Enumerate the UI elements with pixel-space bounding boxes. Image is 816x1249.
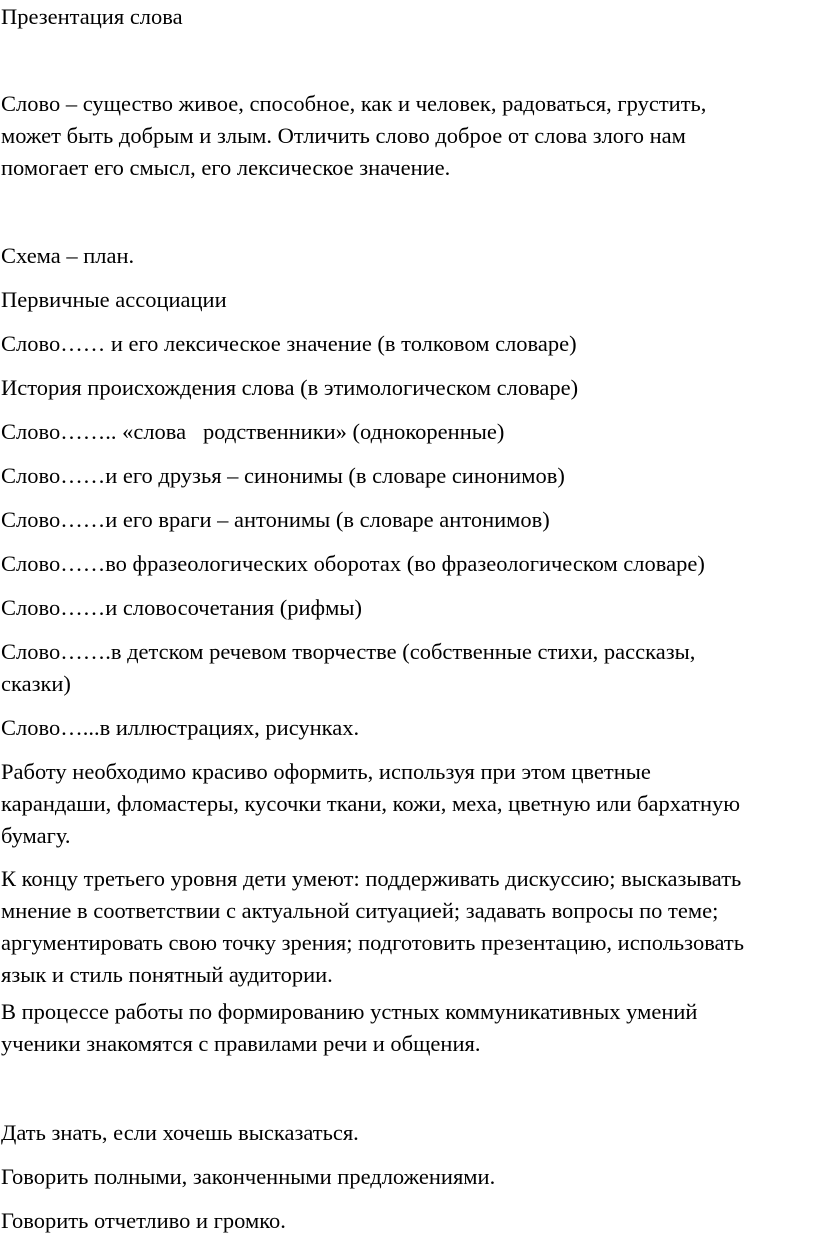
intro-line-2: может быть добрым и злым. Отличить слово доброе от слова злого нам [1, 123, 686, 148]
plan-item: История происхождения слова (в этимологическом словаре) [1, 375, 579, 400]
process-note-line-2: ученики знакомятся с правилами речи и общения. [1, 1031, 481, 1056]
process-note-line-1: В процессе работы по формированию устных коммуникативных умений [1, 999, 698, 1024]
design-note-line-2: карандаши, фломастеры, кусочки ткани, кожи, меха, цветную или бархатную [1, 791, 741, 816]
rule-item: Дать знать, если хочешь высказаться. [1, 1120, 359, 1145]
plan-item: Слово……во фразеологических оборотах (во фразеологическом словаре) [1, 551, 705, 576]
plan-item: Слово…… и его лексическое значение (в толковом словаре) [1, 331, 577, 356]
rule-item: Говорить полными, законченными предложениями. [1, 1164, 496, 1189]
plan-item: Слово…….. «слова родственники» (однокоренные) [1, 419, 505, 444]
intro-line-1: Слово – существо живое, способное, как и человек, радоваться, грустить, [1, 91, 707, 116]
level-skills-line-1: К концу третьего уровня дети умеют: поддерживать дискуссию; высказывать [1, 866, 742, 891]
plan-item: Слово……и его враги – антонимы (в словаре антонимов) [1, 507, 550, 532]
rule-item: Говорить отчетливо и громко. [1, 1208, 286, 1233]
design-note-line-1: Работу необходимо красиво оформить, используя при этом цветные [1, 759, 651, 784]
plan-item-children-line-2: сказки) [1, 671, 71, 696]
plan-item: Слово……и словосочетания (рифмы) [1, 595, 362, 620]
level-skills-line-4: язык и стиль понятный аудитории. [1, 962, 333, 987]
plan-item: Первичные ассоциации [1, 287, 227, 312]
level-skills-line-3: аргументировать свою точку зрения; подготовить презентацию, использовать [1, 930, 745, 955]
design-note-line-3: бумагу. [1, 823, 71, 848]
document-title: Презентация слова [1, 4, 183, 29]
plan-item: Слово……и его друзья – синонимы (в словаре синонимов) [1, 463, 565, 488]
plan-heading: Схема – план. [1, 243, 135, 268]
level-skills-line-2: мнение в соответствии с актуальной ситуацией; задавать вопросы по теме; [1, 898, 719, 923]
plan-item-children-line-1: Слово…….в детском речевом творчестве (собственные стихи, рассказы, [1, 639, 696, 664]
intro-line-3: помогает его смысл, его лексическое значение. [1, 155, 451, 180]
plan-item-illustrations: Слово…...в иллюстрациях, рисунках. [1, 715, 360, 740]
